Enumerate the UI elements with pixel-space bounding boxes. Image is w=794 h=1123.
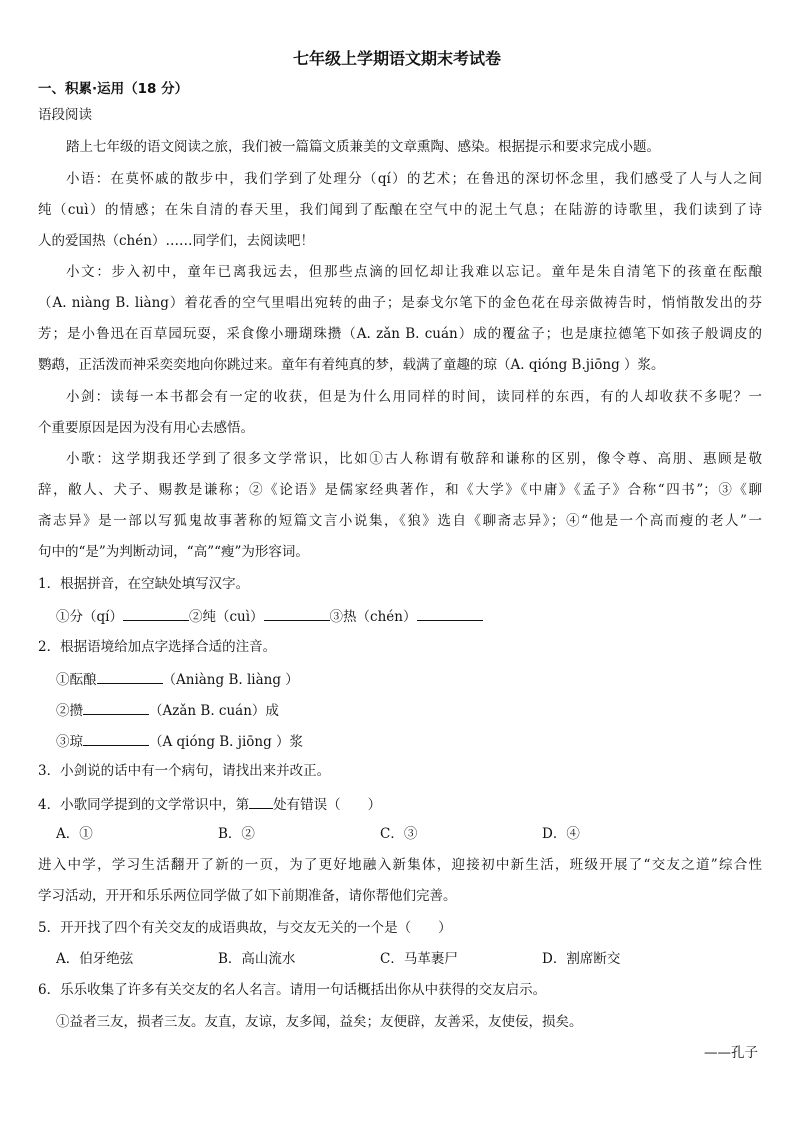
question-5-stem: 5．开开找了四个有关交友的成语典故，与交友无关的一个是（ ） (38, 920, 452, 936)
passage-line: 鹦鹉，正活泼而神采奕奕地向你跳过来。童年有着纯真的梦，载满了童趣的琼（A. qióng B.jiōng ）浆。 (38, 357, 665, 373)
passage-subtitle: 语段阅读 (38, 107, 92, 123)
q1-item-label: ①分（qí） (56, 609, 123, 625)
option-c[interactable]: C．③ (380, 826, 418, 842)
question-2-item (56, 731, 780, 749)
passage-line: 小语：在莫怀戚的散步中，我们学到了处理分（qí）的艺术；在鲁迅的深切怀念里，我们感受了人与人之间 (66, 171, 762, 187)
passage-line: （A. niàng B. liàng）着花香的空气里唱出宛转的曲子；是泰戈尔笔下的金色花在母亲做祷告时，悄悄散发出的芬 (38, 295, 762, 311)
question-2-item (56, 669, 780, 687)
answer-blank[interactable] (97, 669, 163, 684)
question-2-item (56, 700, 780, 718)
answer-blank[interactable] (83, 700, 149, 715)
passage-line: 句中的“是”为判断动词，“高”“瘦”为形容词。 (38, 544, 309, 560)
q1-item-label: ②纯（cuì） (188, 609, 264, 625)
passage-line: 人的爱国热（chén）……同学们，去阅读吧！ (38, 233, 314, 249)
passage-line: 小歌：这学期我还学到了很多文学常识，比如①古人称谓有敬辞和谦称的区别，像令尊、高朋、惠顾是敬 (66, 451, 762, 467)
question-4-options (56, 825, 780, 843)
question-3-stem: 3．小剑说的话中有一个病句，请找出来并改正。 (38, 763, 331, 779)
activity-intro-line: 进入中学，学习生活翻开了新的一页，为了更好地融入新集体，迎接初中新生活，班级开展了“交友之道”综合性 (38, 857, 762, 873)
q4-stem-end: 处有错误（ ） (273, 797, 382, 813)
q2-item-word: ③琼 (56, 734, 83, 750)
passage-line: 小剑：读每一本书都会有一定的收获，但是为什么用同样的时间，读同样的东西，有的人却收获不多呢？一 (66, 389, 762, 405)
option-b[interactable]: B．高山流水 (218, 951, 296, 967)
option-b[interactable]: B．② (218, 826, 255, 842)
option-d[interactable]: D．割席断交 (542, 951, 621, 967)
activity-intro-line: 学习活动，开开和乐乐两位同学做了如下前期准备，请你帮他们完善。 (38, 888, 457, 904)
quote-text: ①益者三友，损者三友。友直，友谅，友多闻，益矣；友便辟，友善采，友使佞，损矣。 (56, 1014, 583, 1030)
answer-blank[interactable] (83, 731, 149, 746)
section-heading: 一、积累·运用（18 分） (38, 81, 189, 97)
answer-blank[interactable] (249, 794, 273, 809)
question-2-stem: 2．根据语境给加点字选择合适的注音。 (38, 639, 277, 655)
passage-line: 个重要原因是因为没有用心去感悟。 (38, 420, 254, 436)
question-1-stem: 1．根据拼音，在空缺处填写汉字。 (38, 576, 250, 592)
q4-stem-start: 4．小歌同学提到的文学常识中，第 (38, 797, 250, 813)
option-c[interactable]: C．马革裹尸 (380, 951, 458, 967)
option-d[interactable]: D．④ (542, 826, 580, 842)
question-4-stem (38, 794, 762, 812)
q2-item-word: ②攒 (56, 703, 83, 719)
answer-blank[interactable] (123, 606, 189, 621)
option-a[interactable]: A．① (56, 826, 93, 842)
passage-line: 小文：步入初中，童年已离我远去，但那些点滴的回忆却让我难以忘记。童年是朱自清笔下的孩童在酝酿 (66, 264, 762, 280)
passage-line: 辞，敝人、犬子、赐教是谦称；②《论语》是儒家经典著作，和《大学》《中庸》《孟子》合称“四书”；③《聊 (38, 482, 762, 498)
answer-blank[interactable] (264, 606, 330, 621)
q2-item-options: （Azǎn B. cuán）成 (149, 703, 279, 719)
question-1-items (56, 606, 780, 624)
q2-item-options: （Aniàng B. liàng ） (162, 672, 299, 688)
q2-item-options: （A qióng B. jiōng ）浆 (149, 734, 304, 750)
q1-item-label: ③热（chén） (329, 609, 417, 625)
quote-author: ——孔子 (704, 1045, 758, 1061)
passage-line: 斋志异》是一部以写狐鬼故事著称的短篇文言小说集，《狼》选自《聊斋志异》；④“他是一个高而瘦的老人”一 (38, 513, 762, 529)
passage-line: 纯（cuì）的情感；在朱自清的春天里，我们闻到了酝酿在空气中的泥土气息；在陆游的诗歌里，我们读到了诗 (38, 202, 762, 218)
passage-line: 芳；是小鲁迅在百草园玩耍，采食像小珊瑚珠攒（A. zǎn B. cuán）成的覆盆子；也是康拉德笔下如孩子般调皮的 (38, 326, 762, 342)
q2-item-word: ①酝酿 (56, 672, 97, 688)
question-6-stem: 6．乐乐收集了许多有关交友的名人名言。请用一句话概括出你从中获得的交友启示。 (38, 982, 547, 998)
passage-line: 踏上七年级的语文阅读之旅，我们被一篇篇文质兼美的文章熏陶、感染。根据提示和要求完成小题。 (66, 139, 660, 155)
option-a[interactable]: A．伯牙绝弦 (56, 951, 134, 967)
page-title: 七年级上学期语文期末考试卷 (292, 49, 501, 68)
question-5-options (56, 950, 780, 968)
answer-blank[interactable] (417, 606, 483, 621)
